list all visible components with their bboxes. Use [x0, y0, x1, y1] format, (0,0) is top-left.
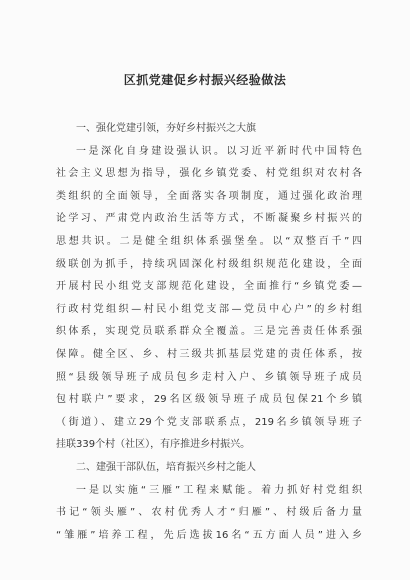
paragraph-line: 社会主义思想为指导，强化乡镇党委、村党组织对农村各 [56, 168, 362, 180]
paragraph-line: 照“县级领导班子成员包乡走村入户、乡镇领导班子成员 [56, 371, 362, 383]
paragraph-line: 一是深化自身建设强认识。以习近平新时代中国特色 [76, 145, 362, 157]
paragraph-line: 包村联户”要求，29名区级领导班子成员包保21个乡镇 [56, 394, 362, 406]
paragraph-line: 论学习、严肃党内政治生活等方式，不断凝聚乡村振兴的 [56, 213, 362, 225]
paragraph-line: 一是以实施“三雁”工程来赋能。着力抓好村党组织 [76, 484, 362, 496]
paragraph-line: 织体系，实现党员联系群众全覆盖。三是完善责任体系强 [56, 326, 362, 338]
paragraph-line: 行政村党组织—村民小组党支部—党员中心户”的乡村组 [56, 303, 362, 315]
paragraph-line: 级联创为抓手，持续巩固深化村级组织规范化建设，全面 [56, 258, 362, 270]
paragraph-line: 开展村民小组党支部规范化建设，全面推行“乡镇党委— [56, 281, 362, 293]
paragraph-line: 类组织的全面领导，全面落实各项制度，通过强化政治理 [56, 190, 362, 202]
paragraph-line: 保障。健全区、乡、村三级共抓基层党建的责任体系，按 [56, 348, 362, 360]
paragraph-line: （街道）、建立29个党支部联系点，219名乡镇领导班子 [56, 416, 362, 428]
document-title: 区抓党建促乡村振兴经验做法 [123, 73, 287, 87]
paragraph-line: 挂联339个村（社区），有序推进乡村振兴。 [56, 439, 251, 451]
document-body [56, 118, 362, 547]
section-heading: 一、强化党建引领，夯好乡村振兴之大旗 [76, 123, 256, 134]
paragraph-line: 思想共识。二是健全组织体系强堡垒。以“双整百千”四 [56, 235, 362, 247]
section-heading: 二、建强干部队伍，培育振兴乡村之能人 [76, 461, 256, 473]
paragraph-line: 书记“领头雁”、农村优秀人才“归雁”、村级后备力量 [56, 507, 362, 519]
paragraph-line: “雏雁”培养工程，先后选拔16名“五方面人员”进入乡 [56, 529, 362, 541]
